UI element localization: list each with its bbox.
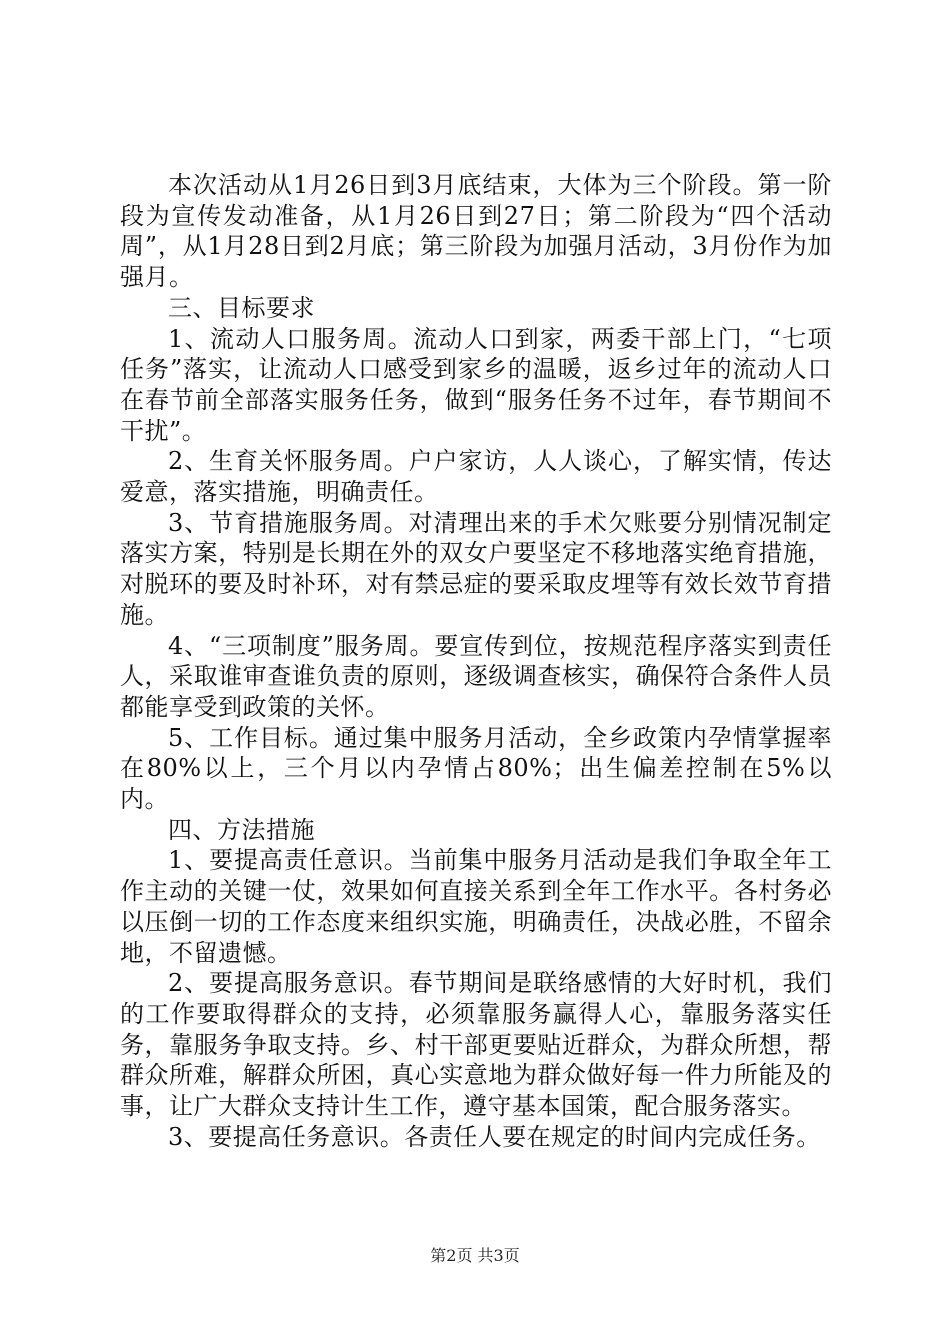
- paragraph-schedule: 本次活动从1月26日到3月底结束，大体为三个阶段。第一阶段为宣传发动准备，从1月26日到27日；第二阶段为“四个活动周”，从1月28日到2月底；第三阶段为加强月活动，3月份作为加强月。: [120, 171, 832, 292]
- section-heading-goals: 三、目标要求: [168, 293, 315, 322]
- section-heading-methods: 四、方法措施: [168, 815, 315, 844]
- paragraph-goal-3: 3、节育措施服务周。对清理出来的手术欠账要分别情况制定落实方案，特别是长期在外的双女户要坚定不移地落实绝育措施，对脱环的要及时补环，对有禁忌症的要采取皮埋等有效长效节育措施。: [120, 508, 832, 629]
- paragraph-method-1: 1、要提高责任意识。当前集中服务月活动是我们争取全年工作主动的关键一仗，效果如何直接关系到全年工作水平。各村务必以压倒一切的工作态度来组织实施，明确责任，决战必胜，不留余地，不留遗憾。: [120, 846, 832, 967]
- paragraph-goal-2: 2、生育关怀服务周。户户家访，人人谈心，了解实情，传达爱意，落实措施，明确责任。: [120, 447, 832, 507]
- page-number-label: 第2页 共3页: [430, 1246, 520, 1265]
- paragraph-goal-5: 5、工作目标。通过集中服务月活动，全乡政策内孕情掌握率在80%以上，三个月以内孕情占80%；出生偏差控制在5%以内。: [120, 723, 832, 814]
- paragraph-method-3: 3、要提高任务意识。各责任人要在规定的时间内完成任务。: [168, 1122, 821, 1151]
- page-footer: [0, 1246, 950, 1266]
- paragraph-method-2: 2、要提高服务意识。春节期间是联络感情的大好时机，我们的工作要取得群众的支持，必须靠服务赢得人心，靠服务落实任务，靠服务争取支持。乡、村干部更要贴近群众，为群众所想，帮群众所难，解群众所困，真心实意地为群众做好每一件力所能及的事，让广大群众支持计生工作，遵守基本国策，配合服务落实。: [120, 969, 832, 1121]
- document-body: [120, 170, 832, 1153]
- paragraph-goal-4: 4、“三项制度”服务周。要宣传到位，按规范程序落实到责任人，采取谁审查谁负责的原则，逐级调查核实，确保符合条件人员都能享受到政策的关怀。: [120, 631, 832, 721]
- paragraph-goal-1: 1、流动人口服务周。流动人口到家，两委干部上门，“七项任务”落实，让流动人口感受到家乡的温暖，返乡过年的流动人口在春节前全部落实服务任务，做到“服务任务不过年，春节期间不干扰”。: [120, 324, 832, 445]
